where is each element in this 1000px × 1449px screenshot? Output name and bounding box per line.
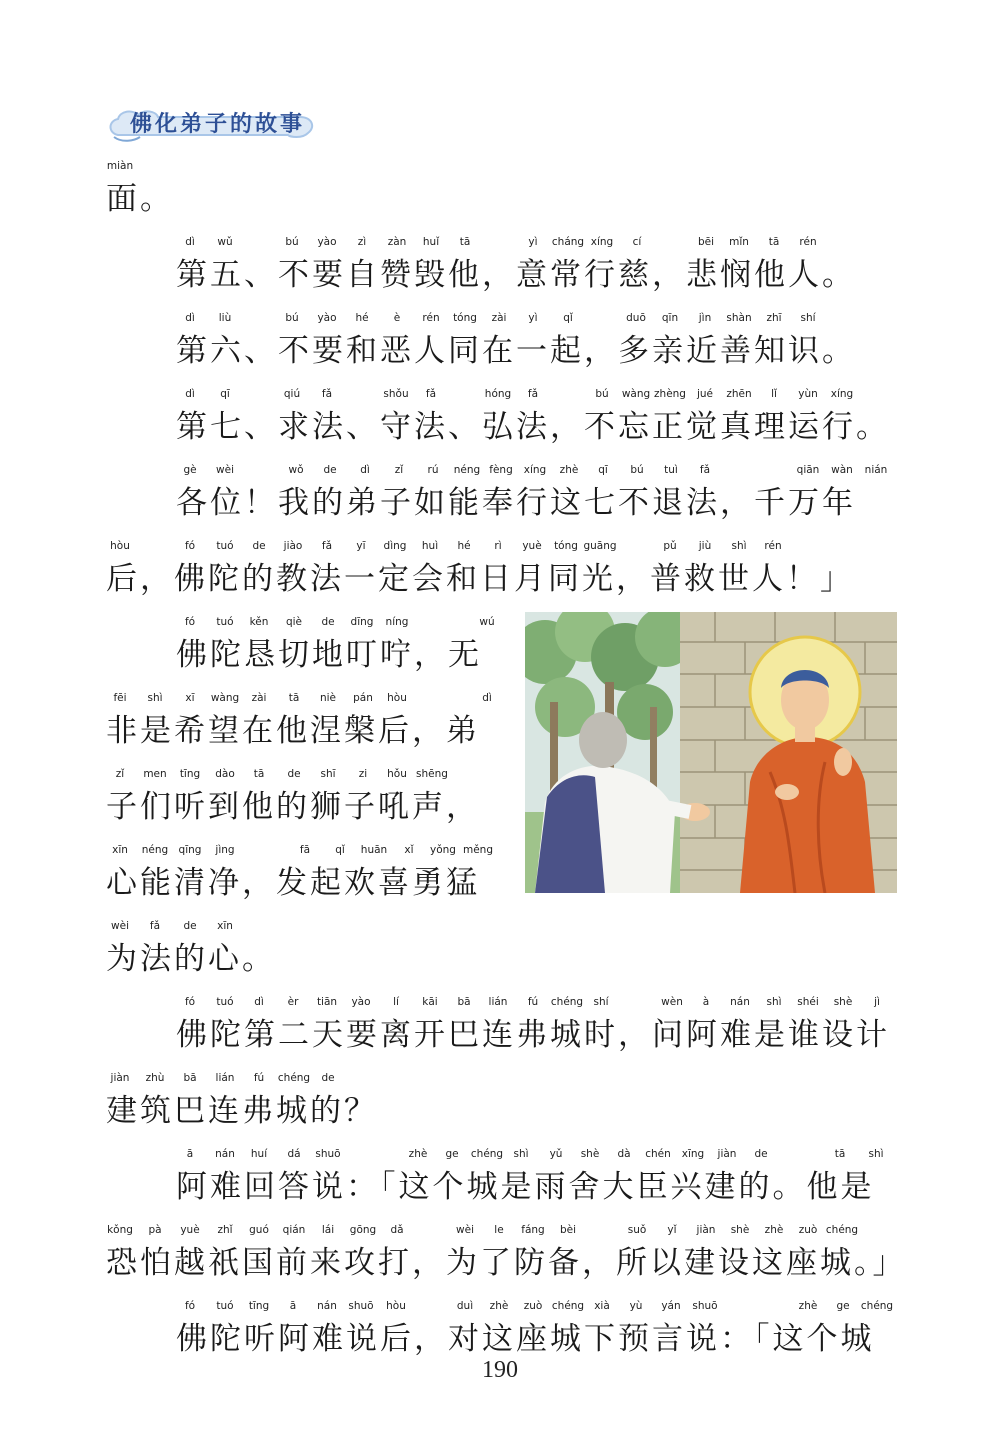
pinyin-annotation: nán bbox=[215, 1148, 235, 1160]
pinyin-annotation: de bbox=[252, 540, 266, 552]
pinyin-annotation: jì bbox=[874, 996, 880, 1008]
pinyin-annotation: dào bbox=[215, 768, 235, 780]
pinyin-annotation: wèi bbox=[456, 1224, 474, 1236]
pinyin-annotation: dá bbox=[287, 1148, 301, 1160]
chinese-text: 心能清净，发起欢喜勇猛 bbox=[106, 865, 480, 901]
pinyin-annotation: tīng bbox=[179, 768, 201, 780]
pinyin-annotation: tuó bbox=[216, 540, 234, 552]
chinese-text: 佛陀恳切地叮咛，无 bbox=[176, 637, 482, 673]
pinyin-annotation: niè bbox=[319, 692, 337, 704]
pinyin-annotation: zǐ bbox=[115, 768, 125, 780]
pinyin-annotation: wàn bbox=[831, 464, 853, 476]
chinese-text: 子们听到他的狮子吼声， bbox=[106, 789, 480, 825]
pinyin-annotation: qián bbox=[282, 1224, 306, 1236]
pinyin-annotation: men bbox=[143, 768, 167, 780]
pinyin-annotation: zhēn bbox=[726, 388, 752, 400]
pinyin-annotation: xīng bbox=[681, 1148, 705, 1160]
pinyin-annotation: dīng bbox=[350, 616, 374, 628]
pinyin-annotation: nián bbox=[864, 464, 888, 476]
pinyin-annotation: shuō bbox=[315, 1148, 341, 1160]
pinyin-annotation: lái bbox=[321, 1224, 335, 1236]
pinyin-annotation: de bbox=[287, 768, 301, 780]
pinyin-annotation: tóng bbox=[554, 540, 578, 552]
pinyin-annotation: jiàn bbox=[696, 1224, 716, 1236]
pinyin-annotation: ge bbox=[445, 1148, 459, 1160]
pinyin-annotation: huì bbox=[421, 540, 439, 552]
pinyin-annotation: chéng bbox=[550, 996, 584, 1008]
pinyin-annotation: níng bbox=[385, 616, 409, 628]
pinyin-annotation: shí bbox=[800, 312, 816, 324]
pinyin-annotation: tā bbox=[459, 236, 471, 248]
pinyin-annotation: zhè bbox=[798, 1300, 818, 1312]
pinyin-annotation: tā bbox=[834, 1148, 846, 1160]
pinyin-annotation: ā bbox=[289, 1300, 297, 1312]
pinyin-annotation: gōng bbox=[349, 1224, 377, 1236]
pinyin-annotation: cí bbox=[632, 236, 642, 248]
pinyin-annotation: zhī bbox=[766, 312, 782, 324]
pinyin-annotation: huǐ bbox=[422, 236, 440, 248]
pinyin-annotation: zuò bbox=[798, 1224, 818, 1236]
pinyin-annotation: le bbox=[494, 1224, 504, 1236]
pinyin-annotation: fǎ bbox=[425, 388, 437, 400]
pinyin-annotation: qiú bbox=[283, 388, 301, 400]
pinyin-annotation: jiàn bbox=[110, 1072, 130, 1084]
pinyin-annotation: jiù bbox=[698, 540, 712, 552]
pinyin-annotation: zhè bbox=[489, 1300, 509, 1312]
pinyin-annotation: dì bbox=[360, 464, 370, 476]
pinyin-annotation: nán bbox=[317, 1300, 337, 1312]
pinyin-annotation: jué bbox=[696, 388, 714, 400]
pinyin-annotation: suǒ bbox=[627, 1224, 647, 1236]
pinyin-annotation: pà bbox=[148, 1224, 162, 1236]
pinyin-annotation: dì bbox=[482, 692, 492, 704]
pinyin-annotation: rén bbox=[422, 312, 440, 324]
pinyin-annotation: pán bbox=[353, 692, 373, 704]
pinyin-annotation: ge bbox=[836, 1300, 850, 1312]
pinyin-annotation: wǒ bbox=[288, 464, 304, 476]
pinyin-annotation: bèi bbox=[559, 1224, 577, 1236]
pinyin-annotation: yù bbox=[629, 1300, 643, 1312]
pinyin-annotation: fēi bbox=[113, 692, 127, 704]
pinyin-annotation: fǎ bbox=[149, 920, 161, 932]
pinyin-annotation: zài bbox=[251, 692, 267, 704]
chinese-text: 非是希望在他涅槃后，弟 bbox=[106, 713, 480, 749]
pinyin-annotation: tuó bbox=[216, 996, 234, 1008]
pinyin-annotation: huí bbox=[250, 1148, 268, 1160]
pinyin-annotation: néng bbox=[141, 844, 169, 856]
text-line bbox=[0, 996, 1000, 1056]
text-line bbox=[0, 312, 1000, 372]
pinyin-annotation: jìng bbox=[215, 844, 235, 856]
pinyin-annotation: wàng bbox=[210, 692, 240, 704]
pinyin-annotation: lián bbox=[215, 1072, 235, 1084]
pinyin-annotation: wǔ bbox=[217, 236, 233, 248]
header-title: 佛化弟子的故事 bbox=[130, 112, 306, 137]
pinyin-annotation: shì bbox=[868, 1148, 884, 1160]
pinyin-annotation: kěn bbox=[249, 616, 269, 628]
pinyin-annotation: fáng bbox=[521, 1224, 545, 1236]
pinyin-annotation: xíng bbox=[590, 236, 614, 248]
pinyin-annotation: dì bbox=[254, 996, 264, 1008]
pinyin-annotation: mǐn bbox=[729, 236, 749, 248]
pinyin-annotation: duō bbox=[626, 312, 646, 324]
pinyin-annotation: pǔ bbox=[663, 540, 677, 552]
pinyin-annotation: měng bbox=[462, 844, 494, 856]
text-line bbox=[0, 1300, 1000, 1360]
pinyin-annotation: qiān bbox=[796, 464, 820, 476]
pinyin-annotation: shè bbox=[580, 1148, 600, 1160]
pinyin-annotation: xīn bbox=[217, 920, 233, 932]
pinyin-annotation: de bbox=[321, 1072, 335, 1084]
pinyin-annotation: tīng bbox=[248, 1300, 270, 1312]
pinyin-annotation: yán bbox=[661, 1300, 681, 1312]
pinyin-annotation: wú bbox=[479, 616, 495, 628]
pinyin-annotation: fó bbox=[184, 540, 196, 552]
text-line bbox=[0, 388, 1000, 448]
pinyin-annotation: zhèng bbox=[654, 388, 686, 400]
pinyin-annotation: xǐ bbox=[404, 844, 414, 856]
pinyin-annotation: jìn bbox=[698, 312, 712, 324]
pinyin-annotation: yǔ bbox=[549, 1148, 563, 1160]
pinyin-annotation: hòu bbox=[110, 540, 130, 552]
pinyin-annotation: wàng bbox=[621, 388, 651, 400]
pinyin-annotation: shàn bbox=[726, 312, 752, 324]
pinyin-annotation: wèn bbox=[661, 996, 683, 1008]
text-line bbox=[0, 1224, 1000, 1284]
pinyin-annotation: yuè bbox=[522, 540, 542, 552]
pinyin-annotation: tuó bbox=[216, 1300, 234, 1312]
pinyin-annotation: hóng bbox=[484, 388, 512, 400]
pinyin-annotation: qiè bbox=[285, 616, 303, 628]
pinyin-annotation: fó bbox=[184, 996, 196, 1008]
pinyin-annotation: fā bbox=[299, 844, 311, 856]
chinese-text: 各位！我的弟子如能奉行这七不退法，千万年 bbox=[176, 485, 856, 521]
pinyin-annotation: yì bbox=[528, 312, 538, 324]
pinyin-annotation: lǐ bbox=[771, 388, 777, 400]
pinyin-annotation: duì bbox=[456, 1300, 474, 1312]
pinyin-annotation: fǎ bbox=[321, 388, 333, 400]
pinyin-annotation: yuè bbox=[180, 1224, 200, 1236]
chapter-header bbox=[104, 103, 320, 143]
chinese-text: 面。 bbox=[106, 181, 174, 217]
pinyin-annotation: dì bbox=[185, 388, 195, 400]
pinyin-annotation: gè bbox=[183, 464, 197, 476]
pinyin-annotation: yī bbox=[356, 540, 366, 552]
pinyin-annotation: fú bbox=[527, 996, 539, 1008]
pinyin-annotation: de bbox=[323, 464, 337, 476]
chinese-text: 佛陀听阿难说后，对这座城下预言说：「这个城 bbox=[176, 1321, 875, 1357]
pinyin-annotation: xī bbox=[185, 692, 195, 704]
text-line bbox=[0, 464, 1000, 524]
pinyin-annotation: shè bbox=[833, 996, 853, 1008]
pinyin-annotation: hòu bbox=[387, 692, 407, 704]
pinyin-annotation: qī bbox=[598, 464, 608, 476]
pinyin-annotation: jiàn bbox=[717, 1148, 737, 1160]
pinyin-annotation: yùn bbox=[798, 388, 818, 400]
pinyin-annotation: zi bbox=[358, 768, 368, 780]
chinese-text: 佛陀第二天要离开巴连弗城时，问阿难是谁设计 bbox=[176, 1017, 890, 1053]
pinyin-annotation: chéng bbox=[860, 1300, 894, 1312]
pinyin-annotation: fèng bbox=[489, 464, 513, 476]
pinyin-annotation: xià bbox=[594, 1300, 610, 1312]
pinyin-annotation: zhè bbox=[764, 1224, 784, 1236]
pinyin-annotation: chéng bbox=[277, 1072, 311, 1084]
pinyin-annotation: wèi bbox=[216, 464, 234, 476]
pinyin-annotation: miàn bbox=[106, 160, 134, 172]
pinyin-annotation: yào bbox=[317, 236, 337, 248]
chinese-text: 建筑巴连弗城的？ bbox=[106, 1093, 378, 1129]
pinyin-annotation: shuō bbox=[692, 1300, 718, 1312]
pinyin-annotation: zhǐ bbox=[217, 1224, 233, 1236]
pinyin-annotation: chén bbox=[645, 1148, 671, 1160]
pinyin-annotation: shè bbox=[730, 1224, 750, 1236]
pinyin-annotation: fǎ bbox=[321, 540, 333, 552]
pinyin-annotation: shí bbox=[593, 996, 609, 1008]
text-line bbox=[0, 1072, 1000, 1132]
pinyin-annotation: hé bbox=[457, 540, 471, 552]
pinyin-annotation: ā bbox=[186, 1148, 194, 1160]
pinyin-annotation: de bbox=[321, 616, 335, 628]
pinyin-annotation: zì bbox=[357, 236, 367, 248]
pinyin-annotation: shì bbox=[731, 540, 747, 552]
pinyin-annotation: qǐ bbox=[563, 312, 573, 324]
pinyin-annotation: yǐ bbox=[667, 1224, 677, 1236]
pinyin-annotation: yào bbox=[351, 996, 371, 1008]
pinyin-annotation: tiān bbox=[316, 996, 338, 1008]
pinyin-annotation: fǎ bbox=[527, 388, 539, 400]
pinyin-annotation: zhè bbox=[559, 464, 579, 476]
pinyin-annotation: bú bbox=[285, 236, 299, 248]
pinyin-annotation: shuō bbox=[348, 1300, 374, 1312]
pinyin-annotation: tuì bbox=[664, 464, 678, 476]
pinyin-annotation: rì bbox=[494, 540, 502, 552]
pinyin-annotation: èr bbox=[287, 996, 299, 1008]
pinyin-annotation: chéng bbox=[825, 1224, 859, 1236]
pinyin-annotation: à bbox=[702, 996, 710, 1008]
pinyin-annotation: zhè bbox=[408, 1148, 428, 1160]
pinyin-annotation: shī bbox=[320, 768, 336, 780]
pinyin-annotation: xíng bbox=[830, 388, 854, 400]
pinyin-annotation: kǒng bbox=[107, 1224, 133, 1236]
pinyin-annotation: bā bbox=[457, 996, 471, 1008]
pinyin-annotation: dìng bbox=[383, 540, 407, 552]
pinyin-annotation: yǒng bbox=[430, 844, 456, 856]
chinese-text: 为法的心。 bbox=[106, 941, 276, 977]
pinyin-annotation: tuó bbox=[216, 616, 234, 628]
pinyin-annotation: wèi bbox=[111, 920, 129, 932]
pinyin-annotation: hé bbox=[355, 312, 369, 324]
chinese-text: 后，佛陀的教法一定会和日月同光，普救世人！」 bbox=[106, 561, 854, 597]
text-line bbox=[0, 236, 1000, 296]
pinyin-annotation: tóng bbox=[453, 312, 477, 324]
pinyin-annotation: yì bbox=[528, 236, 538, 248]
text-line bbox=[0, 920, 1000, 980]
pinyin-annotation: chéng bbox=[551, 1300, 585, 1312]
pinyin-annotation: zuò bbox=[523, 1300, 543, 1312]
pinyin-annotation: dì bbox=[185, 312, 195, 324]
pinyin-annotation: bú bbox=[285, 312, 299, 324]
page-number: 190 bbox=[482, 1357, 518, 1383]
text-line bbox=[0, 540, 1000, 600]
pinyin-annotation: bú bbox=[630, 464, 644, 476]
pinyin-annotation: cháng bbox=[551, 236, 585, 248]
pinyin-annotation: zhù bbox=[145, 1072, 165, 1084]
pinyin-annotation: de bbox=[183, 920, 197, 932]
chinese-text: 恐怕越祇国前来攻打，为了防备，所以建设这座城。」 bbox=[106, 1245, 907, 1281]
pinyin-annotation: xīn bbox=[112, 844, 128, 856]
pinyin-annotation: hǒu bbox=[387, 768, 407, 780]
pinyin-annotation: jiào bbox=[283, 540, 303, 552]
chinese-text: 阿难回答说：「这个城是雨舍大臣兴建的。他是 bbox=[176, 1169, 875, 1205]
text-line bbox=[0, 1148, 1000, 1208]
pinyin-annotation: dǎ bbox=[390, 1224, 404, 1236]
pinyin-annotation: fǎ bbox=[699, 464, 711, 476]
pinyin-annotation: hòu bbox=[386, 1300, 406, 1312]
pinyin-annotation: qīng bbox=[178, 844, 202, 856]
pinyin-annotation: bēi bbox=[697, 236, 715, 248]
pinyin-annotation: rén bbox=[799, 236, 817, 248]
pinyin-annotation: shéi bbox=[797, 996, 819, 1008]
pinyin-annotation: dà bbox=[617, 1148, 631, 1160]
pinyin-annotation: shēng bbox=[416, 768, 448, 780]
pinyin-annotation: lián bbox=[488, 996, 508, 1008]
chinese-text: 第五、不要自赞毁他，意常行慈，悲悯他人。 bbox=[176, 257, 856, 293]
pinyin-annotation: fó bbox=[184, 1300, 196, 1312]
pinyin-annotation: zàn bbox=[387, 236, 407, 248]
buddha-illustration bbox=[525, 612, 897, 893]
pinyin-annotation: rú bbox=[427, 464, 439, 476]
pinyin-annotation: tā bbox=[768, 236, 780, 248]
pinyin-annotation: shì bbox=[766, 996, 782, 1008]
pinyin-annotation: liù bbox=[218, 312, 232, 324]
pinyin-annotation: néng bbox=[453, 464, 481, 476]
text-line bbox=[0, 160, 1000, 220]
pinyin-annotation: tā bbox=[253, 768, 265, 780]
pinyin-annotation: shǒu bbox=[383, 388, 409, 400]
pinyin-annotation: guāng bbox=[583, 540, 617, 552]
pinyin-annotation: lí bbox=[393, 996, 399, 1008]
pinyin-annotation: qīn bbox=[661, 312, 679, 324]
pinyin-annotation: chéng bbox=[470, 1148, 504, 1160]
pinyin-annotation: bú bbox=[595, 388, 609, 400]
pinyin-annotation: guó bbox=[249, 1224, 269, 1236]
pinyin-annotation: yào bbox=[317, 312, 337, 324]
pinyin-annotation: qǐ bbox=[335, 844, 345, 856]
pinyin-annotation: è bbox=[393, 312, 401, 324]
pinyin-annotation: zǐ bbox=[394, 464, 404, 476]
pinyin-annotation: rén bbox=[764, 540, 782, 552]
pinyin-annotation: tā bbox=[288, 692, 300, 704]
chinese-text: 第七、求法、守法、弘法，不忘正觉真理运行。 bbox=[176, 409, 890, 445]
pinyin-annotation: nán bbox=[730, 996, 750, 1008]
pinyin-annotation: fú bbox=[253, 1072, 265, 1084]
pinyin-annotation: de bbox=[754, 1148, 768, 1160]
pinyin-annotation: fó bbox=[184, 616, 196, 628]
pinyin-annotation: xíng bbox=[523, 464, 547, 476]
pinyin-annotation: shì bbox=[513, 1148, 529, 1160]
pinyin-annotation: huān bbox=[360, 844, 388, 856]
pinyin-annotation: zài bbox=[491, 312, 507, 324]
pinyin-annotation: shì bbox=[147, 692, 163, 704]
pinyin-annotation: dì bbox=[185, 236, 195, 248]
chinese-text: 第六、不要和恶人同在一起，多亲近善知识。 bbox=[176, 333, 856, 369]
pinyin-annotation: bā bbox=[183, 1072, 197, 1084]
pinyin-annotation: kāi bbox=[422, 996, 438, 1008]
pinyin-annotation: qī bbox=[220, 388, 230, 400]
